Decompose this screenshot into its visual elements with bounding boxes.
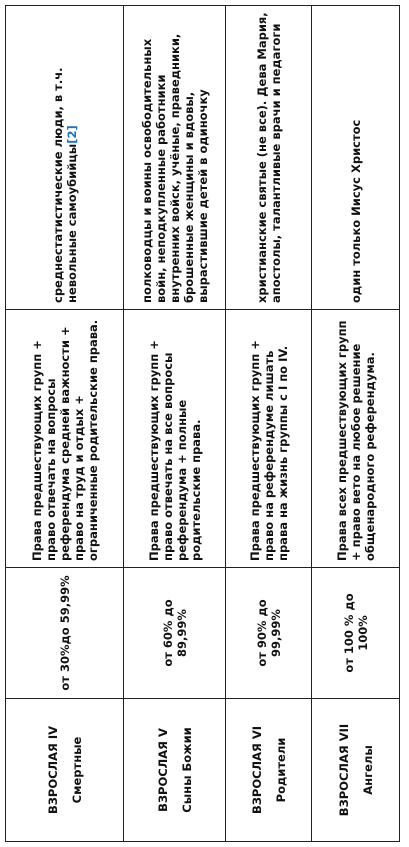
range-cell: от 90% до 99,99% (226, 568, 312, 699)
range-cell: от 60% до 89,99% (124, 568, 226, 699)
who-cell (6, 6, 124, 310)
rights-cell: Права предшествующих групп + право на референдуме лишать права на жизнь группы с I по IV. (226, 310, 312, 568)
table-row (312, 6, 400, 842)
table-row (226, 6, 312, 842)
who-cell: полководцы и воины освободительных войн, неподкупленные работники внутренних войск, учёные, праведники, брошенные женщины и вдовы, вырастившие детей в одиночку (124, 6, 226, 310)
level-subtitle: Ангелы (360, 745, 375, 795)
table-row (6, 6, 124, 842)
rights-cell: Права предшествующих групп + право отвечать на вопросы референдума средней важности + право на труд и отдых + ограниченные родительские права. (6, 310, 124, 568)
range-cell: от 30%до 59,99% (6, 568, 124, 699)
table-row (124, 6, 226, 842)
level-name: ВЗРОСЛАЯ VI (249, 725, 264, 815)
range-cell: от 100 % до 100% (312, 568, 400, 699)
level-name: ВЗРОСЛАЯ VII (336, 723, 351, 817)
level-name: ВЗРОСЛАЯ IV (45, 725, 60, 815)
who-cell: один только Иисус Христос (312, 6, 400, 310)
groups-table (5, 5, 400, 842)
level-subtitle: Смертные (69, 736, 84, 804)
level-cell (124, 699, 226, 842)
level-subtitle: Сыны Божии (179, 727, 194, 813)
who-cell: христианские святые (не все). Дева Мария, апостолы, талантливые врачи и педагоги (226, 6, 312, 310)
level-name: ВЗРОСЛАЯ V (155, 728, 170, 812)
level-cell (312, 699, 400, 842)
rights-cell: Права всех предшествующих групп + право вето на любое решение общенародного референдума. (312, 310, 400, 568)
rights-cell: Права предшествующих групп + право отвечать на все вопросы референдума + полные родительские права. (124, 310, 226, 568)
level-cell (226, 699, 312, 842)
level-subtitle: Родители (273, 737, 288, 803)
footnote-link[interactable]: [2] (64, 125, 79, 144)
who-text: среднестатистические люди, в т.ч. невольные самоубийцы (50, 67, 79, 303)
level-cell (6, 699, 124, 842)
